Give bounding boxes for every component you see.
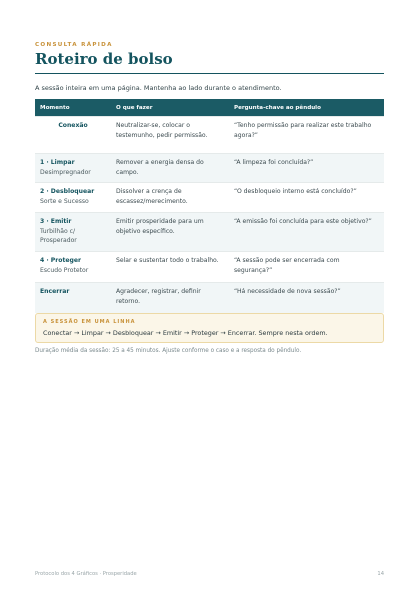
footer-label: Protocolo dos 4 Gráficos · Prosperidade xyxy=(35,571,137,577)
moment-subtitle: Escudo Protetor xyxy=(40,266,89,274)
moment-cell xyxy=(35,252,111,283)
section-eyebrow: CONSULTA RÁPIDA xyxy=(35,42,113,48)
page-number: 14 xyxy=(377,571,384,577)
question-cell: “O desbloqueio interno está concluído?” xyxy=(229,183,384,213)
callout-label: A SESSÃO EM UMA LINHA xyxy=(43,319,136,325)
column-header-question: Pergunta-chave ao pêndulo xyxy=(229,99,384,117)
intro-text: A sessão inteira em uma página. Mantenha ao lado durante o atendimento. xyxy=(35,84,282,92)
question-cell: “A emissão foi concluída para este objetivo?” xyxy=(229,213,384,252)
moment-name: Conexão xyxy=(58,122,88,129)
title-divider xyxy=(35,73,384,74)
moment-cell xyxy=(35,283,111,313)
table-row xyxy=(35,283,384,313)
moment-name: 2 · Desbloquear xyxy=(40,188,95,195)
summary-callout xyxy=(35,313,384,343)
duration-note: Duração média da sessão: 25 a 45 minutos. Ajuste conforme o caso e a resposta do pêndulo. xyxy=(35,348,302,354)
moment-name: 4 · Proteger xyxy=(40,257,82,264)
moment-cell xyxy=(35,154,111,183)
action-cell: Agradecer, registrar, definir retorno. xyxy=(111,283,229,313)
question-cell: “Há necessidade de nova sessão?” xyxy=(229,283,384,313)
table-row xyxy=(35,213,384,252)
table-row xyxy=(35,252,384,283)
action-cell: Neutralizar-se, colocar o testemunho, pedir permissão. xyxy=(111,117,229,154)
action-cell: Remover a energia densa do campo. xyxy=(111,154,229,183)
column-header-action: O que fazer xyxy=(111,99,229,117)
table-header-row xyxy=(35,99,384,117)
moment-name: Encerrar xyxy=(40,288,70,295)
action-cell: Selar e sustentar todo o trabalho. xyxy=(111,252,229,283)
moment-cell xyxy=(35,183,111,213)
moment-subtitle: Sorte e Sucesso xyxy=(40,197,89,205)
session-guide-table xyxy=(35,99,384,313)
moment-subtitle: Turbilhão c/ Prosperador xyxy=(40,227,77,244)
moment-name: 1 · Limpar xyxy=(40,159,75,166)
page-title: Roteiro de bolso xyxy=(35,50,173,68)
moment-subtitle: Desimpregnador xyxy=(40,168,91,176)
table-row xyxy=(35,154,384,183)
moment-cell xyxy=(35,117,111,154)
moment-name: 3 · Emitir xyxy=(40,218,72,225)
table-row xyxy=(35,183,384,213)
action-cell: Dissolver a crença de escassez/merecimento. xyxy=(111,183,229,213)
table-row xyxy=(35,117,384,154)
action-cell: Emitir prosperidade para um objetivo específico. xyxy=(111,213,229,252)
question-cell: “A sessão pode ser encerrada com segurança?” xyxy=(229,252,384,283)
callout-text: Conectar → Limpar → Desbloquear → Emitir → Proteger → Encerrar. Sempre nesta ordem. xyxy=(43,329,328,337)
moment-cell xyxy=(35,213,111,252)
question-cell: “Tenho permissão para realizar este trabalho agora?” xyxy=(229,117,384,154)
question-cell: “A limpeza foi concluída?” xyxy=(229,154,384,183)
column-header-moment: Momento xyxy=(35,99,111,117)
